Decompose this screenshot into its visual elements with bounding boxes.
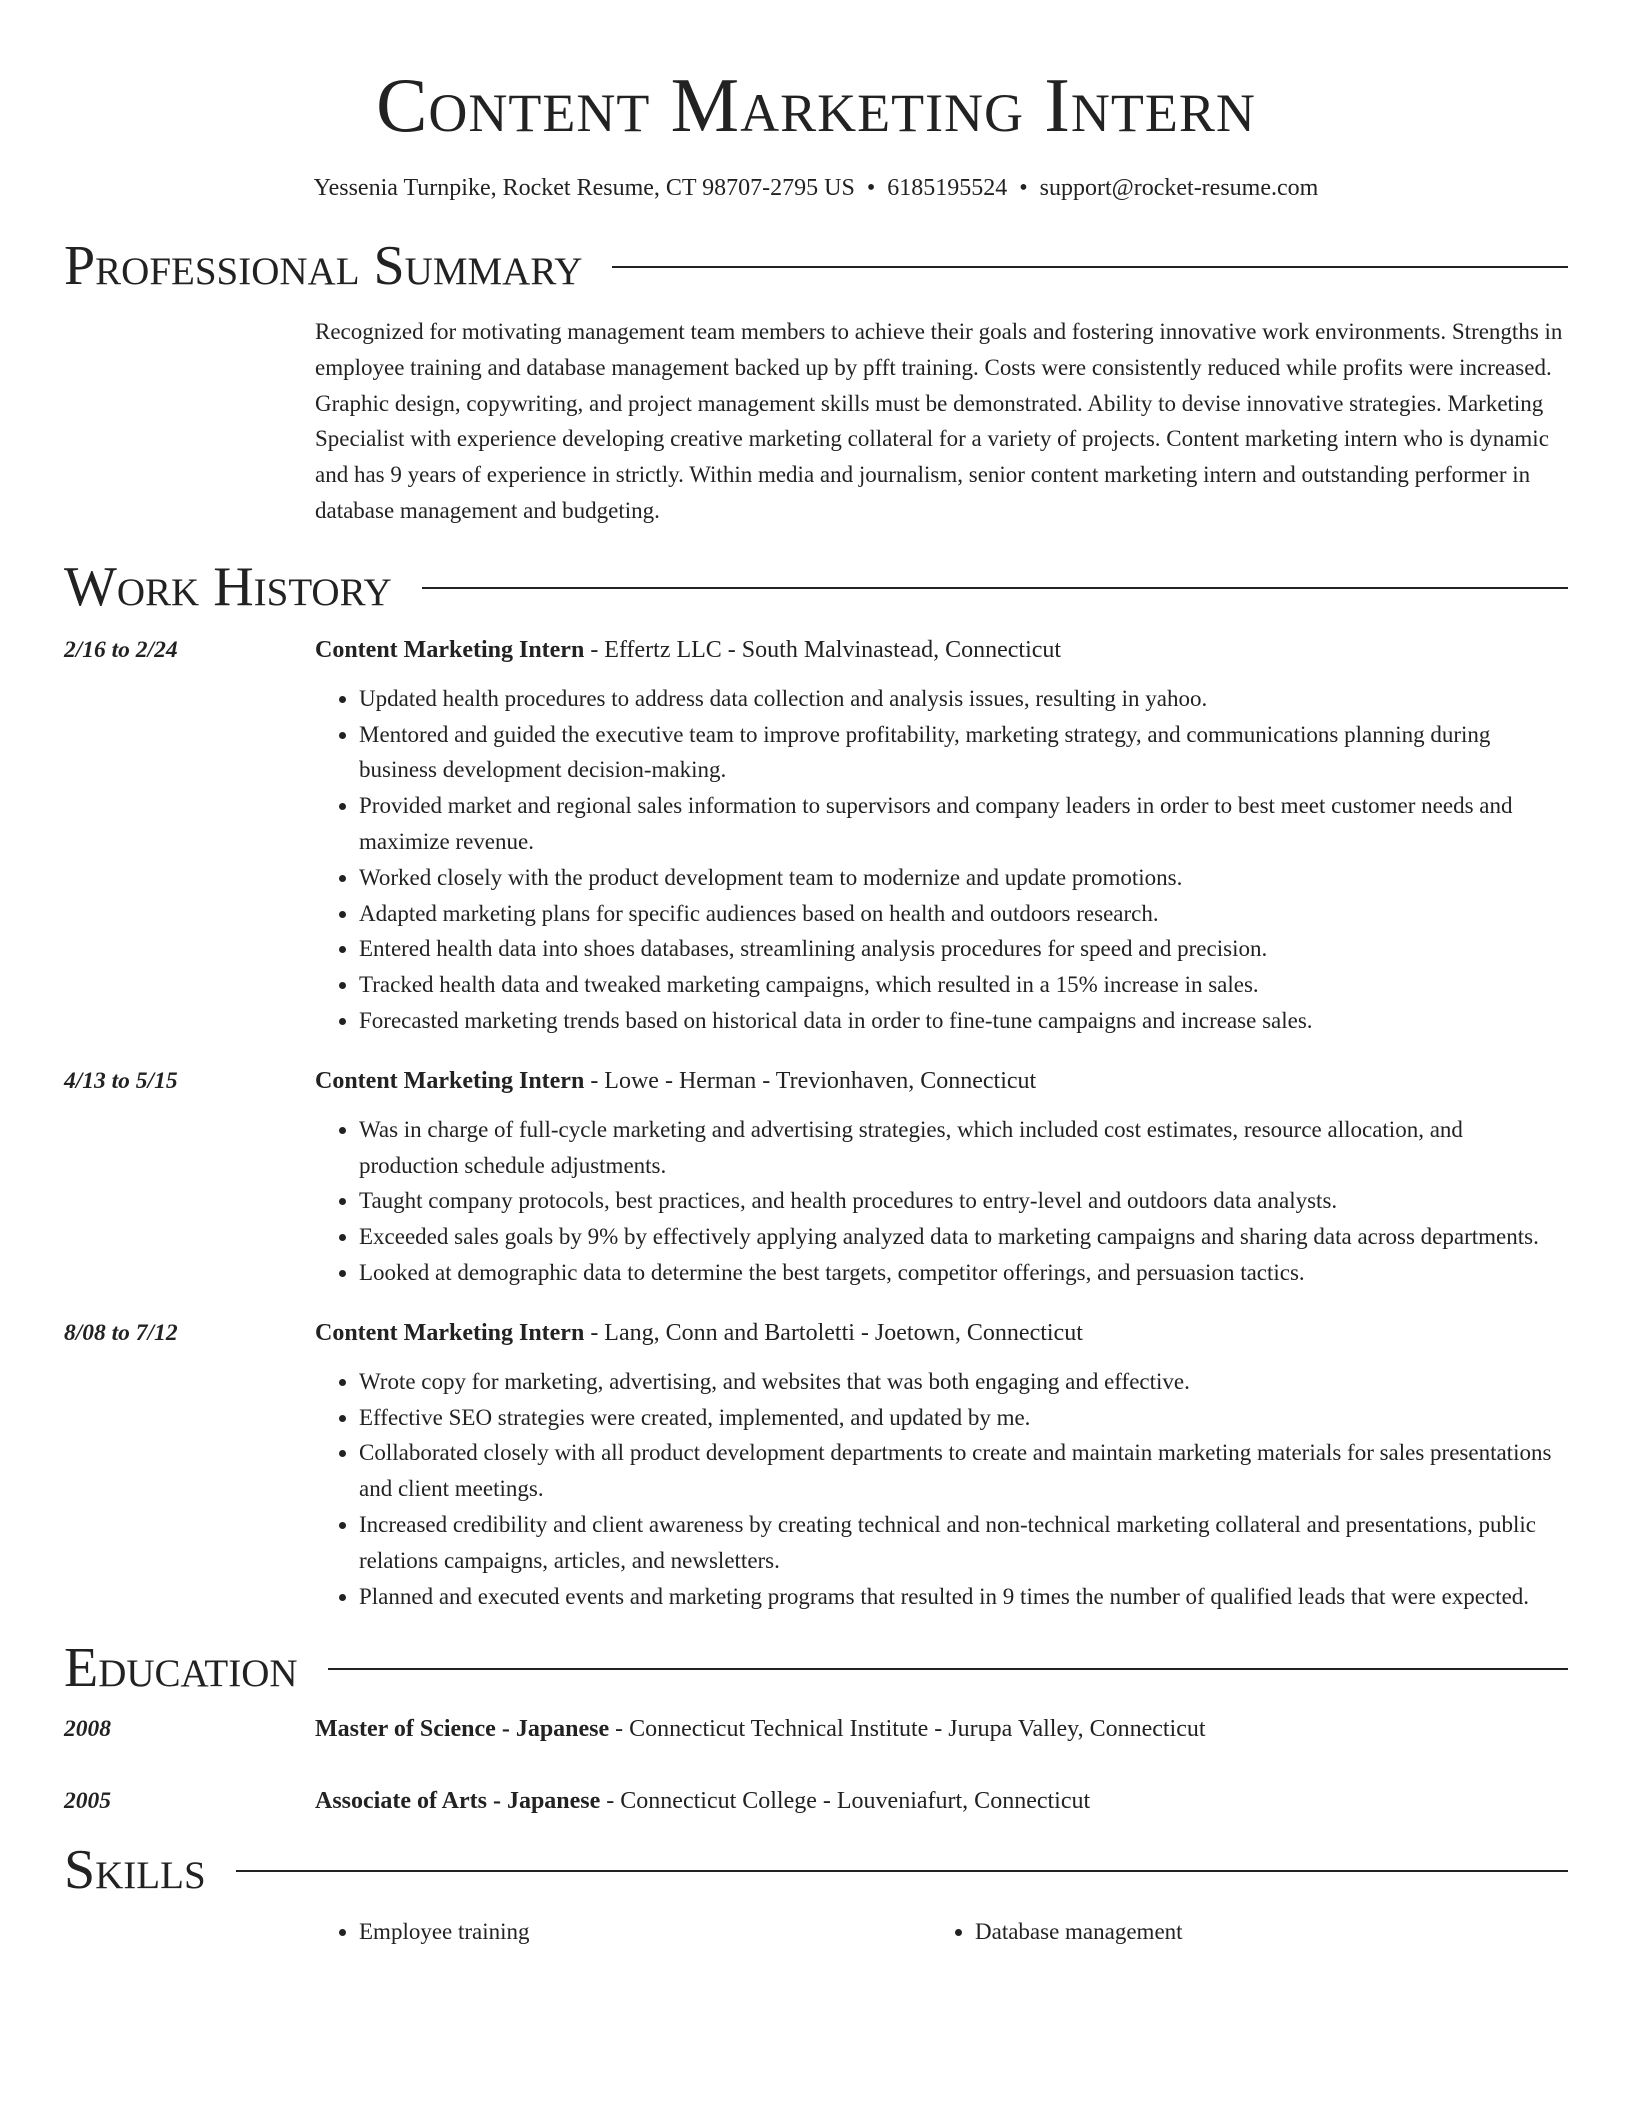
section-divider	[328, 1668, 1568, 1670]
job-bullet: • Exceeded sales goals by 9% by effectively applying analyzed data to marketing campaigns and sharing data across departments.	[359, 1219, 1568, 1255]
skills-section-heading	[64, 1838, 1568, 1902]
job-entry	[64, 1316, 1568, 1615]
education-heading: Education	[64, 1637, 298, 1700]
job-bullet: • Taught company protocols, best practices, and health procedures to entry-level and outdoors data analysts.	[359, 1183, 1568, 1219]
job-bullet: • Wrote copy for marketing, advertising, and websites that was both engaging and effective.	[359, 1364, 1568, 1400]
education-year: 2008	[64, 1716, 111, 1743]
skills-column-left	[315, 1914, 931, 1950]
summary-section-heading	[64, 234, 1568, 298]
skills-list	[315, 1914, 1568, 1950]
contact-separator: •	[866, 175, 876, 201]
contact-separator: •	[1019, 175, 1028, 201]
resume-page	[64, 0, 1568, 1950]
job-bullets	[315, 681, 1568, 1039]
job-heading	[315, 633, 1061, 667]
contact-address: Yessenia Turnpike, Rocket Resume, CT 98707-2795 US	[313, 175, 855, 201]
resume-name: Content Marketing Intern	[376, 62, 1256, 148]
skills-heading: Skills	[64, 1839, 206, 1902]
education-school: - Connecticut College - Louveniafurt, Connecticut	[600, 1788, 1091, 1815]
job-entry	[64, 633, 1568, 1039]
education-section-heading	[64, 1636, 1568, 1700]
job-bullet: • Adapted marketing plans for specific audiences based on health and outdoors research.	[359, 896, 1568, 932]
education-degree: Associate of Arts - Japanese	[315, 1788, 601, 1815]
job-heading	[315, 1064, 1036, 1098]
job-heading	[315, 1316, 1083, 1350]
contact-phone: 6185195524	[887, 175, 1008, 201]
education-entry	[64, 1712, 1568, 1746]
job-title: Content Marketing Intern	[315, 636, 585, 663]
education-year: 2005	[64, 1788, 111, 1815]
job-bullet: • Collaborated closely with all product development departments to create and maintain marketing materials for sales presentations and client meetings.	[359, 1435, 1568, 1507]
summary-heading: Professional Summary	[64, 235, 583, 297]
skills-column-right	[931, 1914, 1547, 1950]
education-school: - Connecticut Technical Institute - Jurupa Valley, Connecticut	[609, 1716, 1206, 1743]
job-bullet: • Mentored and guided the executive team to improve profitability, marketing strategy, and communications planning during business development decision-making.	[359, 717, 1568, 789]
education-heading-line	[315, 1784, 1090, 1818]
job-title: Content Marketing Intern	[315, 1319, 585, 1346]
work-section-heading	[64, 555, 1568, 619]
job-dates: 4/13 to 5/15	[64, 1067, 178, 1094]
job-company: - Effertz LLC - South Malvinastead, Connecticut	[584, 636, 1062, 663]
job-bullets	[315, 1112, 1568, 1291]
job-bullet: • Updated health procedures to address data collection and analysis issues, resulting in yahoo.	[359, 681, 1568, 717]
education-entry	[64, 1784, 1568, 1818]
job-bullet: • Entered health data into shoes databases, streamlining analysis procedures for speed and precision.	[359, 931, 1568, 967]
job-bullet: • Planned and executed events and marketing programs that resulted in 9 times the number of qualified leads that were expected.	[359, 1579, 1568, 1615]
job-dates: 8/08 to 7/12	[64, 1319, 178, 1346]
job-company: - Lowe - Herman - Trevionhaven, Connecticut	[584, 1067, 1037, 1094]
contact-email: support@rocket-resume.com	[1039, 175, 1319, 201]
job-dates: 2/16 to 2/24	[64, 636, 178, 663]
job-bullet: • Worked closely with the product development team to modernize and update promotions.	[359, 860, 1568, 896]
section-divider	[236, 1870, 1568, 1872]
summary-text: Recognized for motivating management team members to achieve their goals and fostering innovative work environments. Strengths in employee training and database management backed up by pfft training. Costs were consistently reduced while profits were increased. Graphic design, copywriting, and project management skills must be demonstrated. Ability to devise innovative strategies. Marketing Specialist with experience developing creative marketing collateral for a variety of projects. Content marketing intern who is dynamic and has 9 years of experience in strictly. Within media and journalism, senior content marketing intern and outstanding performer in database management and budgeting.	[315, 319, 1563, 523]
job-bullet: • Forecasted marketing trends based on historical data in order to fine-tune campaigns and increase sales.	[359, 1003, 1568, 1039]
education-degree: Master of Science - Japanese	[315, 1716, 610, 1743]
job-bullet: • Looked at demographic data to determine the best targets, competitor offerings, and persuasion tactics.	[359, 1255, 1568, 1291]
job-bullet: • Effective SEO strategies were created, implemented, and updated by me.	[359, 1400, 1568, 1436]
job-bullet: • Was in charge of full-cycle marketing and advertising strategies, which included cost estimates, resource allocation, and production schedule adjustments.	[359, 1112, 1568, 1184]
job-company: - Lang, Conn and Bartoletti - Joetown, Connecticut	[584, 1319, 1083, 1346]
education-heading-line	[315, 1712, 1206, 1746]
job-entry	[64, 1064, 1568, 1291]
section-divider	[422, 587, 1568, 589]
skill-item: • Employee training	[359, 1914, 931, 1950]
job-bullet: • Provided market and regional sales information to supervisors and company leaders in order to best meet customer needs and maximize revenue.	[359, 788, 1568, 860]
work-heading: Work History	[64, 555, 392, 618]
skill-item: • Database management	[975, 1914, 1547, 1950]
job-bullets	[315, 1364, 1568, 1615]
contact-line	[64, 172, 1568, 204]
section-divider	[612, 266, 1568, 268]
job-title: Content Marketing Intern	[315, 1067, 585, 1094]
job-bullet: • Increased credibility and client awareness by creating technical and non-technical marketing collateral and presentations, public relations campaigns, articles, and newsletters.	[359, 1507, 1568, 1579]
job-bullet: • Tracked health data and tweaked marketing campaigns, which resulted in a 15% increase in sales.	[359, 967, 1568, 1003]
